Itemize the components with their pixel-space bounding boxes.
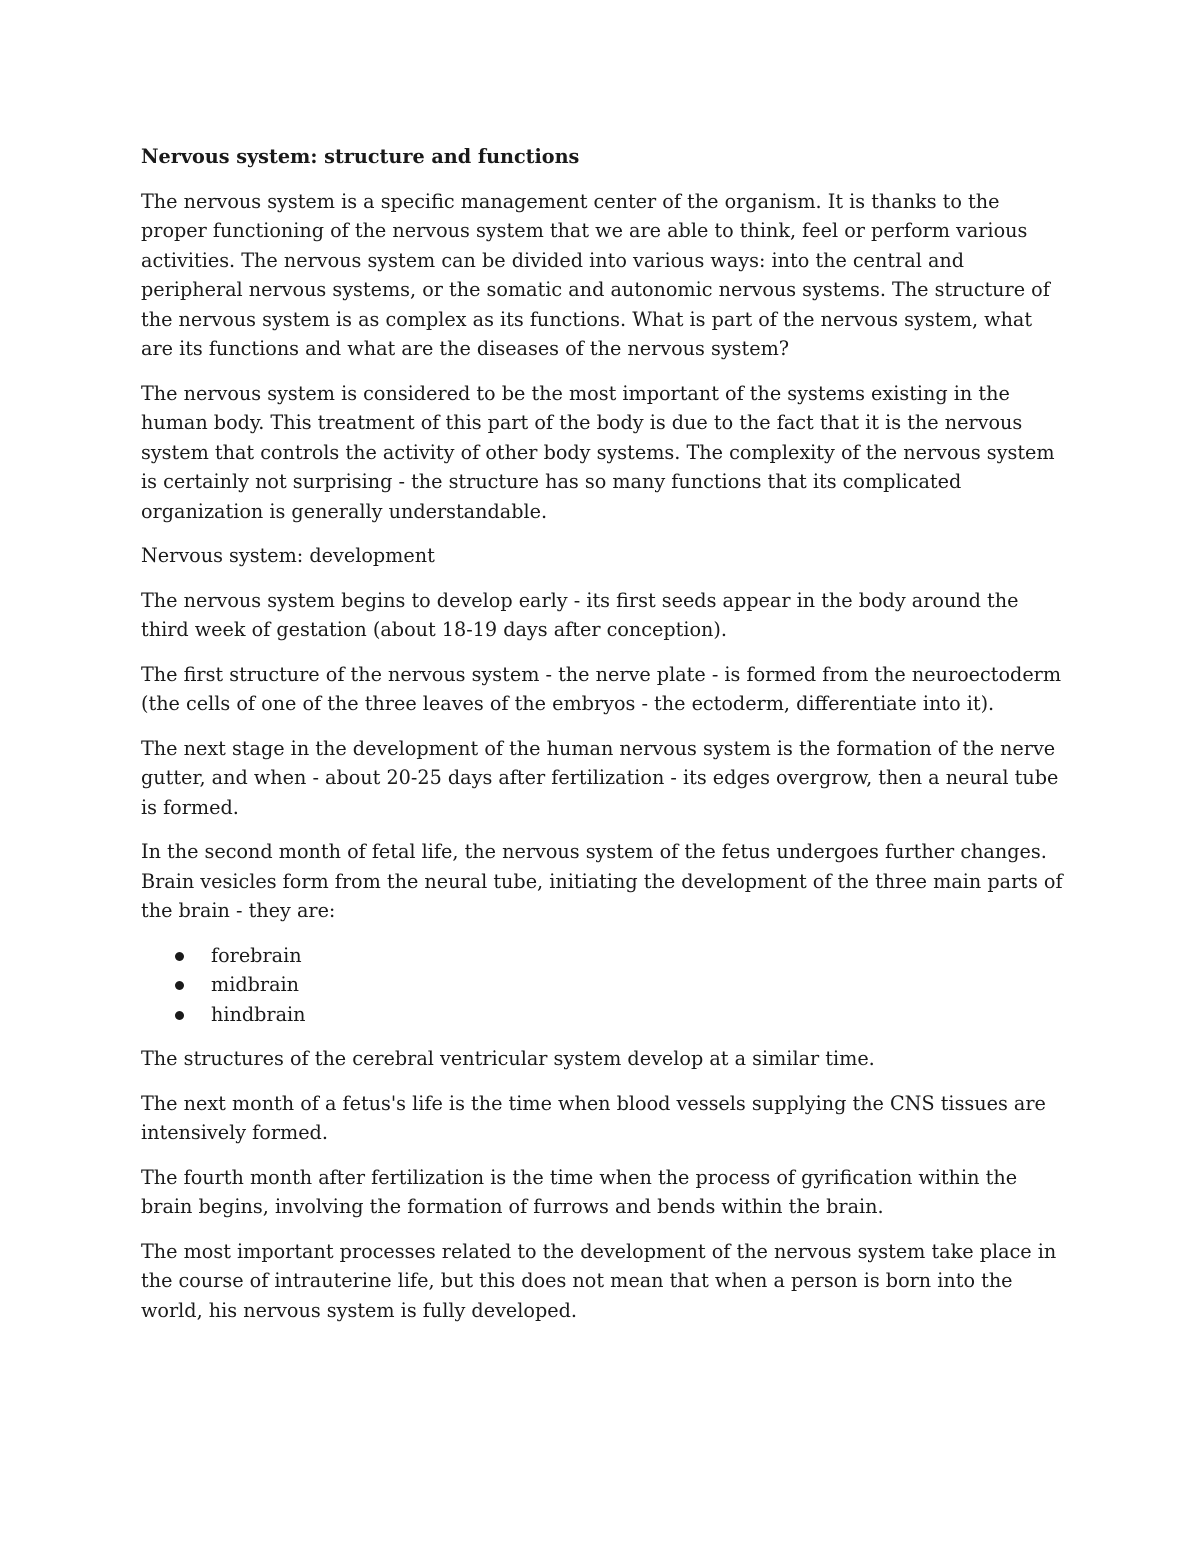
paragraph-early-development: The nervous system begins to develop early - its first seeds appear in the body around the third week of gestation (about 18-19 days after conception). — [141, 588, 1019, 641]
paragraph-neural-tube: The next stage in the development of the human nervous system is the formation of the nerve gutter, and when - about 20-25 days after fertilization - its edges overgrow, then a neural tube is formed. — [141, 736, 1059, 819]
brain-parts-list — [141, 941, 1066, 1030]
document-title: Nervous system: structure and functions — [141, 145, 580, 168]
document-page — [141, 142, 1066, 1340]
bullet-icon — [175, 1011, 184, 1020]
list-item-text: hindbrain — [211, 1002, 306, 1026]
list-item — [141, 1000, 1066, 1030]
paragraph-ventricular: The structures of the cerebral ventricular system develop at a similar time. — [141, 1047, 875, 1070]
paragraph-intrauterine: The most important processes related to the development of the nervous system take place in the course of intrauterine life, but this does not mean that when a person is born into the world, his nervous system is fully developed. — [141, 1239, 1057, 1322]
paragraph-second-month: In the second month of fetal life, the nervous system of the fetus undergoes further changes. Brain vesicles form from the neural tube, initiating the development of the three main parts of the brain - they are: — [141, 840, 1063, 922]
bullet-icon — [175, 952, 184, 961]
section-heading-development: Nervous system: development — [141, 544, 435, 567]
paragraph-blood-vessels: The next month of a fetus's life is the time when blood vessels supplying the CNS tissues are intensively formed. — [141, 1091, 1046, 1144]
paragraph-gyrification: The fourth month after fertilization is the time when the process of gyrification within the brain begins, involving the formation of furrows and bends within the brain. — [141, 1165, 1018, 1218]
list-item-text: midbrain — [211, 973, 300, 996]
list-item — [141, 941, 1066, 971]
list-item — [141, 970, 1066, 1000]
paragraph-intro: The nervous system is a specific management center of the organism. It is thanks to the proper functioning of the nervous system that we are able to think, feel or perform various activities. The nervous system can be divided into various ways: into the central and peripheral nervous systems, or the somatic and autonomic nervous systems. The structure of the nervous system is as complex as its functions. What is part of the nervous system, what are its functions and what are the diseases of the nervous system? — [141, 189, 1050, 360]
paragraph-importance: The nervous system is considered to be the most important of the systems existing in the human body. This treatment of this part of the body is due to the fact that it is the nervous system that controls the activity of other body systems. The complexity of the nervous system is certainly not surprising - the structure has so many functions that its complicated organization is generally understandable. — [141, 381, 1055, 523]
paragraph-nerve-plate: The first structure of the nervous system - the nerve plate - is formed from the neuroectoderm (the cells of one of the three leaves of the embryos - the ectoderm, differentiate into it). — [141, 662, 1062, 715]
list-item-text: forebrain — [211, 943, 302, 967]
bullet-icon — [175, 981, 184, 990]
